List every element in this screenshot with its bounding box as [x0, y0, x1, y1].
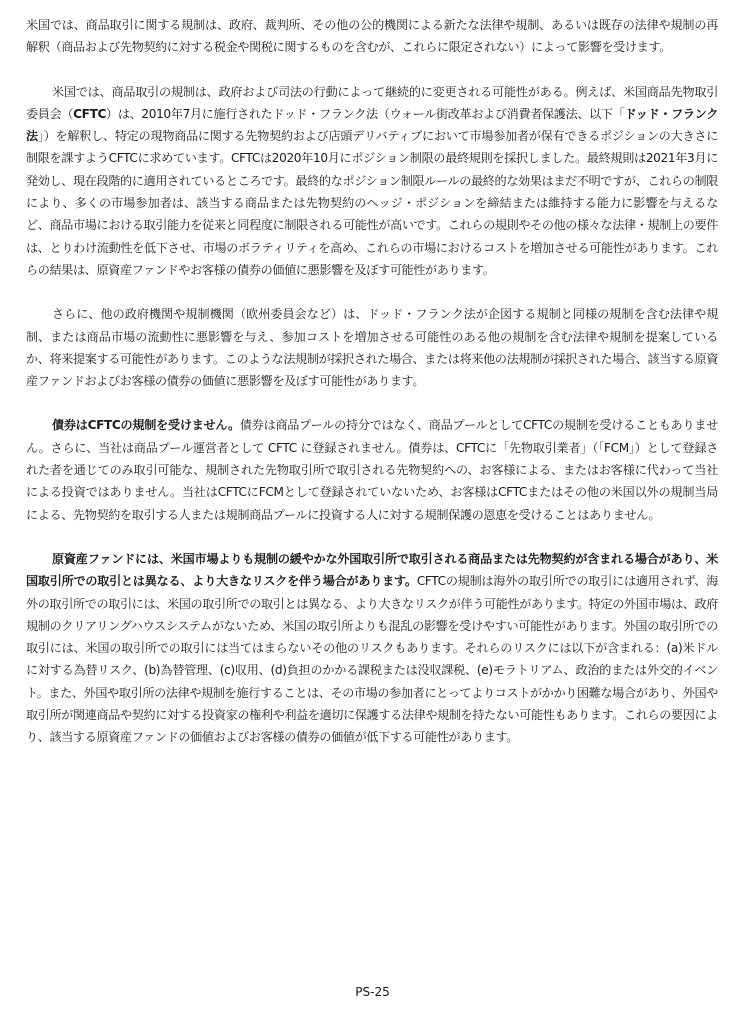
paragraph-text: CFTCの規制は海外の取引所での取引には適用されず、海外の取引所での取引には、米国の取引所での取引とは異なる、より大きなリスクが伴う可能性があります。特定の外国市場は、政府規制のクリアリングハウスシステムがないため、米国の取引所よりも混乱の影響を受けやすい可能性があります。外国の取引所での取引には、米国の取引所での取引には当てはまらないその他のリスクもあります。それらのリスクには以下が含まれる：(a)米ドルに対する為替リスク、(b)為替管理、(c)収用、(d)負担のかかる課税または没収課税、(e)モラトリアム、政治的または外交的イベント。また、外国や取引所の法律や規制を施行することは、その市場の参加者にとってよりコストがかかり困難な場合があり、外国や取引所が関連商品や契約に対する投資家の権利や利益を適切に保護する法律や規制を持たない可能性もあります。これらの要因により、該当する原資産ファンドの価値およびお客様の債券の価値が低下する可能性があります。 [26, 574, 718, 745]
document-body [26, 14, 718, 749]
bold-term-cftc: CFTC [73, 106, 107, 121]
paragraph-heading: 原資産ファンドには、米国市場よりも規制の緩やかな外国取引所で取引される商品または先物契約が含まれる場合があり、米国取引所での取引とは異なる、より大きなリスクを伴う場合があります。 [26, 551, 718, 589]
paragraph-foreign-exchange-risk [26, 548, 718, 749]
paragraph-heading: 債券はCFTCの規制を受けません。 [52, 418, 240, 433]
paragraph-spacer [26, 281, 718, 303]
bold-term-dodd-frank: ドッド・フランク法 [26, 106, 718, 144]
paragraph-spacer [26, 392, 718, 414]
paragraph-spacer [26, 526, 718, 548]
page-number: PS-25 [355, 985, 390, 999]
paragraph-other-regulators: さらに、他の政府機関や規制機関（欧州委員会など）は、ドッド・フランク法が企図する規制と同様の規制を含む法律や規制、または商品市場の流動性に悪影響を与え、参加コストを増加させる可能性のある他の規制を含む法律や規制を提案しているか、将来提案する可能性があります。このような法規制が採択された場合、または将来他の法規制が採択された場合、該当する原資産ファンドおよびお客様の債券の価値に悪影響を及ぼす可能性があります。 [26, 307, 718, 389]
paragraph-text: 」）を解釈し、特定の現物商品に関する先物契約および店頭デリバティブにおいて市場参加者が保有できるポジションの大きさに制限を課すようCFTCに求めています。CFTCは2020年10月にポジション制限の最終規則を採択しました。最終規則は2021年3月に発効し、現在段階的に適用されているところです。最終的なポジション制限ルールの最終的な効果はまだ不明ですが、これらの制限により、多くの市場参加者は、該当する商品または先物契約のヘッジ・ポジションを締結または維持する能力に影響を与えるなど、商品市場における取引能力を従来と同程度に制限される可能性が高いです。これらの規則やその他の様々な法律・規制上の要件は、とりわけ流動性を低下させ、市場のボラティリティを高め、これらの市場におけるコストを増加させる可能性があります。これらの結果は、原資産ファンドやお客様の債券の価値に悪影響を及ぼす可能性があります。 [26, 129, 718, 277]
paragraph-text: 債券は商品プールの持分ではなく、商品プールとしてCFTCの規制を受けることもありません。さらに、当社は商品プール運営者として CFTC に登録されません。債券は、CFTCに「先物取引業者」（「FCM」）として登録された者を通じてのみ取引可能な、規制された先物取引所で取引される先物契約への、お客様による、またはお客様に代わって当社による投資ではありません。当社はCFTCにFCMとして登録されていないため、お客様はCFTCまたはその他の米国以外の規制当局による、先物契約を取引する人または規制商品プールに投資する人に対する規制保護の恩恵を受けることはありません。 [26, 418, 718, 522]
paragraph-text: ）は、2010年7月に施行されたドッド・フランク法（ウォール街改革および消費者保護法、以下「 [106, 106, 625, 121]
paragraph-notes-not-cftc-regulated [26, 414, 718, 525]
paragraph-cftc-position-limits [26, 81, 718, 282]
paragraph-text: 米国では、商品取引の規制は、政府および司法の行動によって継続的に変更される可能性がある。例えば、米国商品先物取引委員会（ [26, 84, 718, 121]
paragraph-commodity-regulation-intro: 米国では、商品取引に関する規制は、政府、裁判所、その他の公的機関による新たな法律や規制、あるいは既存の法律や規制の再解釈（商品および先物契約に対する税金や関税に関するものを含むが、これらに限定されない）によって影響を受けます。 [26, 18, 718, 55]
paragraph-spacer [26, 59, 718, 81]
